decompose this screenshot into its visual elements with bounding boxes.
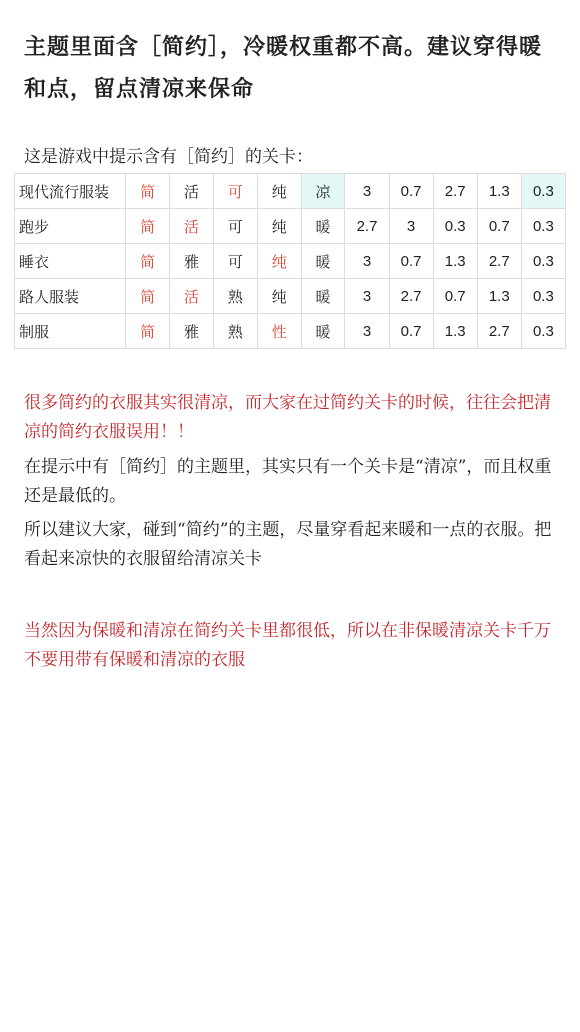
weight-cell: 1.3	[477, 174, 521, 209]
attribute-cell: 雅	[170, 314, 214, 349]
weight-cell: 0.3	[521, 314, 565, 349]
attribute-cell: 简	[126, 209, 170, 244]
table-row	[15, 209, 566, 244]
weight-cell: 3	[345, 314, 389, 349]
warning-paragraph: 很多简约的衣服其实很清凉，而大家在过简约关卡的时候，往往会把清凉的简约衣服误用！！	[24, 393, 551, 442]
weight-cell: 3	[345, 174, 389, 209]
attribute-cell: 凉	[301, 174, 345, 209]
weight-cell: 2.7	[389, 279, 433, 314]
weight-cell: 0.3	[521, 174, 565, 209]
attribute-cell: 简	[126, 279, 170, 314]
weight-cell: 0.7	[389, 244, 433, 279]
weight-cell: 0.7	[389, 174, 433, 209]
attribute-cell: 暖	[301, 244, 345, 279]
attribute-cell: 活	[170, 209, 214, 244]
attribute-cell: 纯	[257, 279, 301, 314]
weight-cell: 0.3	[521, 209, 565, 244]
attribute-cell: 纯	[257, 174, 301, 209]
weight-cell: 0.3	[521, 279, 565, 314]
table-row	[15, 314, 566, 349]
weight-cell: 3	[389, 209, 433, 244]
attribute-cell: 暖	[301, 209, 345, 244]
attribute-cell: 活	[170, 279, 214, 314]
level-table	[14, 173, 566, 349]
table-row	[15, 244, 566, 279]
weight-cell: 0.7	[477, 209, 521, 244]
attribute-cell: 暖	[301, 314, 345, 349]
weight-cell: 2.7	[345, 209, 389, 244]
level-name-cell: 路人服装	[15, 279, 126, 314]
weight-cell: 2.7	[477, 314, 521, 349]
weight-cell: 0.7	[389, 314, 433, 349]
attribute-cell: 熟	[213, 314, 257, 349]
weight-cell: 0.3	[521, 244, 565, 279]
attribute-cell: 可	[213, 209, 257, 244]
weight-cell: 3	[345, 279, 389, 314]
table-intro-text: 这是游戏中提示含有［简约］的关卡：	[24, 147, 313, 167]
weight-cell: 1.3	[433, 314, 477, 349]
explanation-paragraph: 在提示中有［简约］的主题里，其实只有一个关卡是“清凉”，而且权重还是最低的。	[24, 457, 552, 506]
weight-cell: 1.3	[477, 279, 521, 314]
attribute-cell: 雅	[170, 244, 214, 279]
weight-cell: 0.7	[433, 279, 477, 314]
weight-cell: 1.3	[433, 244, 477, 279]
attribute-cell: 纯	[257, 209, 301, 244]
level-name-cell: 睡衣	[15, 244, 126, 279]
weight-cell: 0.3	[433, 209, 477, 244]
weight-cell: 2.7	[433, 174, 477, 209]
advice-paragraph: 所以建议大家，碰到“简约”的主题，尽量穿看起来暖和一点的衣服。把看起来凉快的衣服留给清凉关卡	[24, 520, 552, 569]
attribute-cell: 简	[126, 314, 170, 349]
attribute-cell: 暖	[301, 279, 345, 314]
article-heading: 主题里面含［简约］，冷暖权重都不高。建议穿得暖和点，留点清凉来保命	[24, 34, 543, 102]
attribute-cell: 性	[257, 314, 301, 349]
weight-cell: 3	[345, 244, 389, 279]
table-row	[15, 279, 566, 314]
attribute-cell: 简	[126, 244, 170, 279]
note-paragraph: 当然因为保暖和清凉在简约关卡里都很低，所以在非保暖清凉关卡千万不要用带有保暖和清凉的衣服	[24, 621, 551, 670]
weight-cell: 2.7	[477, 244, 521, 279]
level-name-cell: 制服	[15, 314, 126, 349]
attribute-cell: 活	[170, 174, 214, 209]
attribute-cell: 熟	[213, 279, 257, 314]
attribute-cell: 简	[126, 174, 170, 209]
attribute-cell: 纯	[257, 244, 301, 279]
attribute-cell: 可	[213, 174, 257, 209]
level-name-cell: 跑步	[15, 209, 126, 244]
level-name-cell: 现代流行服装	[15, 174, 126, 209]
attribute-cell: 可	[213, 244, 257, 279]
table-row	[15, 174, 566, 209]
